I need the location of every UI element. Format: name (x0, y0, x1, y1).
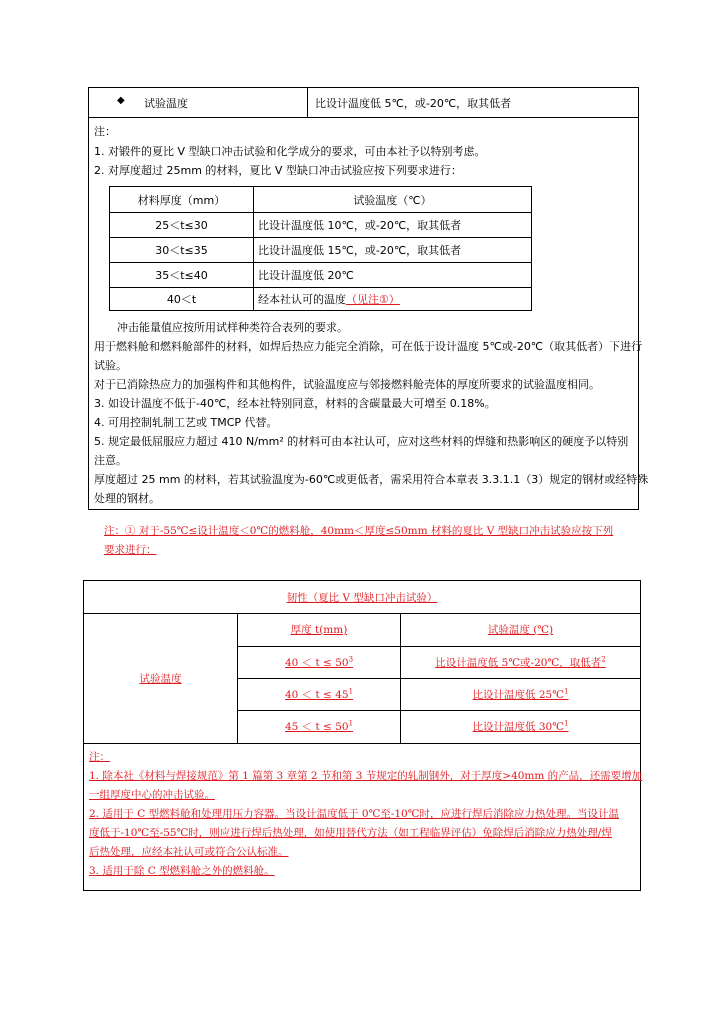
bottom-note-2a: 2. 适用于 C 型燃料舱和处理用压力容器。当设计温度低于 0℃至-10℃时，应进行焊后消除应力热处理。当设计温 (89, 808, 619, 820)
thickness-cell: $40 < t \le 50^3$ (284, 655, 354, 669)
thickness-cell: $40 < t \le 45^1$ (284, 687, 354, 701)
temperature-cell (254, 287, 531, 311)
thickness-cell: 30＜t≤35 (110, 237, 254, 262)
red-footnote (104, 522, 624, 560)
requirements-table (88, 87, 649, 510)
test-temperature-value: 比设计温度低 5℃，或-20℃，取其低者 (315, 97, 512, 110)
thickness-cell: 40＜t (110, 287, 254, 311)
bottom-note-2b: 度低于-10℃至-55℃时，则应进行焊后热处理，如使用替代方法（如工程临界评估）免除焊后消除应力热处理/焊 (89, 827, 612, 839)
temperature-text: 经本社认可的温度 (258, 293, 346, 306)
thickness-cell: 25＜t≤30 (110, 212, 254, 237)
note-4: 4. 可用控制轧制工艺或 TMCP 代替。 (94, 416, 278, 429)
temperature-cell: 比设计温度低 15℃，或-20℃，取其低者 (258, 243, 462, 257)
bullet-icon: ◆ (117, 95, 125, 106)
toughness-title: 韧性（夏比 V 型缺口冲击试验） (286, 591, 438, 604)
header-thickness: 厚度 t(mm) (290, 624, 348, 636)
temperature-cell: 比设计温度低 30℃$^1$ (472, 719, 569, 733)
note-3: 3. 如设计温度不低于-40℃，经本社特别同意，材料的含碳量最大可增至 0.18%。 (94, 397, 496, 410)
paragraph-impact-energy: 冲击能量值应按所用试样种类符合表列的要求。 (117, 321, 348, 334)
toughness-table (83, 580, 641, 891)
paragraph-thickness-a: 厚度超过 25 mm 的材料，若其试验温度为-60℃或更低者，需采用符合本章表 3.3.1.1（3）规定的钢材或经特殊 (94, 473, 649, 486)
test-temperature-row (89, 88, 638, 118)
table-row (110, 262, 531, 288)
table-row (110, 287, 531, 311)
note-1: 1. 对锻件的夏比 V 型缺口冲击试验和化学成分的要求，可由本社予以特别考虑。 (94, 145, 486, 158)
notes-title: 注： (94, 125, 116, 138)
note-5b: 注意。 (94, 454, 127, 467)
header-temperature: 试验温度（℃） (353, 193, 432, 207)
bottom-notes-title: 注： (89, 751, 110, 763)
paragraph-fuel-tank-a: 用于燃料舱和燃料舱部件的材料，如焊后热应力能完全消除，可在低于设计温度 5℃或-20℃（取其低者）下进行 (94, 340, 643, 353)
temperature-cell: 比设计温度低 5℃或-20℃，取低者$^2$ (435, 655, 606, 669)
bottom-note-3: 3. 适用于除 C 型燃料舱之外的燃料舱。 (89, 865, 275, 877)
table-row (110, 237, 531, 263)
temperature-cell: 比设计温度低 25℃$^1$ (472, 687, 569, 701)
bottom-note-1a: 1. 除本社《材料与焊接规范》第 1 篇第 3 章第 2 节和第 3 节规定的轧制钢外，对于厚度>40mm 的产品，还需要增加 (89, 770, 643, 782)
thickness-cell: $45 < t \le 50^1$ (284, 719, 354, 733)
table-row (110, 212, 531, 238)
row-divider (84, 743, 640, 744)
bottom-note-1b: 一组厚度中心的冲击试验。 (89, 789, 215, 801)
test-temperature-row-label: 试验温度 (139, 672, 182, 685)
header-temperature: 试验温度 (℃) (487, 624, 554, 636)
bottom-note-2c: 后热处理，应经本社认可或符合公认标准。 (89, 846, 289, 858)
table-header-row (110, 187, 531, 213)
red-footnote-line-1: 注：① 对于-55℃≤设计温度＜0℃的燃料舱，40mm＜厚度≤50mm 材料的夏比 V 型缺口冲击试验应按下列 (104, 525, 614, 537)
thickness-temperature-table (109, 186, 532, 311)
temperature-cell: 比设计温度低 10℃，或-20℃，取其低者 (258, 218, 462, 232)
paragraph-fuel-tank-b: 试验。 (94, 359, 127, 372)
temperature-cell: 比设计温度低 20℃ (258, 268, 354, 282)
column-divider (307, 88, 308, 117)
see-note-link[interactable]: （见注①） (346, 293, 400, 306)
paragraph-stress-relieved: 对于已消除热应力的加强构件和其他构件，试验温度应与邻接燃料舱壳体的厚度所要求的试验温度相同。 (94, 378, 600, 391)
note-2: 2. 对厚度超过 25mm 的材料，夏比 V 型缺口冲击试验应按下列要求进行： (94, 164, 462, 177)
thickness-cell: 35＜t≤40 (110, 262, 254, 287)
header-thickness: 材料厚度（mm） (110, 187, 254, 212)
red-footnote-line-2: 要求进行： (104, 544, 157, 556)
test-temperature-label: 试验温度 (144, 97, 188, 110)
note-5a: 5. 规定最低屈服应力超过 410 N/mm² 的材料可由本社认可，应对这些材料的焊缝和热影响区的硬度予以特别 (94, 435, 629, 448)
paragraph-thickness-b: 处理的钢材。 (94, 492, 160, 505)
